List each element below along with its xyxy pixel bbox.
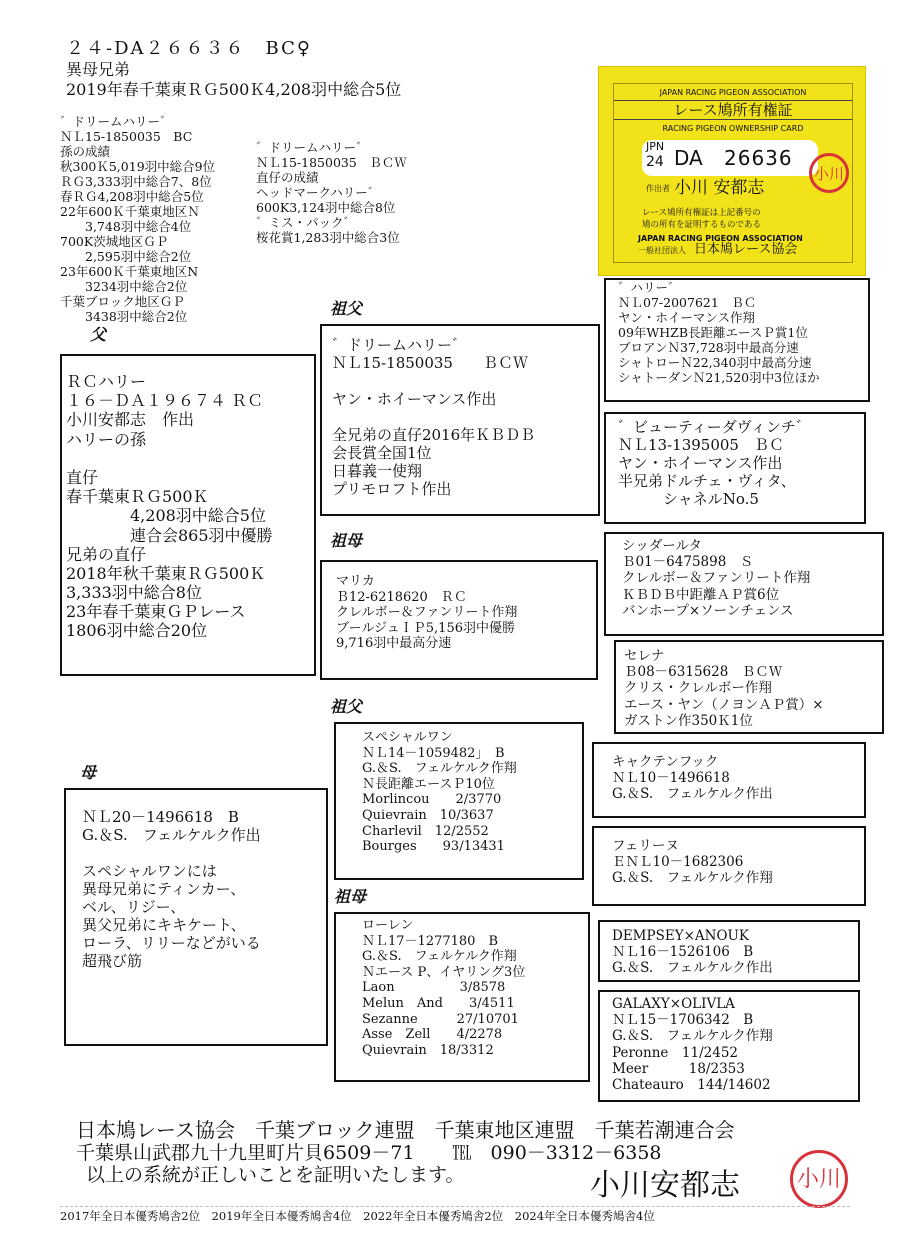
dam-line: ローラ、リリーなどがいる: [82, 934, 261, 952]
ggm3-line: ＥＮＬ10－1682306: [612, 854, 744, 871]
gm1-line: マリカ: [336, 574, 375, 589]
granddam-1-lines: [336, 574, 596, 652]
gf1-line: ＮＬ15-1850035 ＢＣＷ: [332, 354, 528, 372]
owner-seal-stamp: 小川: [790, 1150, 848, 1208]
gm2-line: Laon 3/8578: [362, 980, 506, 996]
gm1-line: 9,716羽中最高分速: [336, 636, 452, 652]
topmid-line: ゛ドリームハリー゛: [256, 140, 369, 155]
gggm1-line: 半兄弟ドルチェ・ヴィタ、: [618, 472, 796, 490]
sire-box: [60, 354, 316, 676]
gf1-line: [332, 408, 598, 426]
topleft-line: ゛ドリームハリー゛: [60, 114, 173, 129]
sire-lines: [66, 372, 314, 641]
sire-line: 連合会865羽中優勝: [66, 525, 273, 545]
gggf2-line: Ｂ01－6475898 Ｓ: [622, 554, 754, 571]
gggm1-line: ゛ビューティーダヴィンチ゛: [618, 418, 811, 436]
grandsire-2-box: [334, 722, 584, 880]
card-jpn: JPN: [646, 140, 665, 153]
card-note-2: 鳩の所有を証明するものである: [642, 220, 762, 230]
gf2-line: Bourges 93/13431: [362, 839, 505, 855]
footer-certification: 以上の系統が正しいことを証明いたします。: [86, 1164, 465, 1186]
ggm4-line: Peronne 11/2452: [612, 1044, 739, 1061]
topleft-line: 3,748羽中総合4位: [60, 219, 192, 234]
card-number: 26636: [724, 146, 793, 170]
topleft-line: 秋300Ｋ5,019羽中総合9位: [60, 159, 216, 174]
ggf4-line: G.＆S. フェルケルク作出: [612, 960, 773, 977]
topleft-line: 3438羽中総合2位: [60, 309, 188, 324]
label-granddam-1: 祖母: [330, 531, 363, 550]
gggf1-line: シャトーダンＮ21,520羽中3位ほか: [618, 370, 820, 385]
topmid-line: 600K3,124羽中総合8位: [256, 200, 396, 215]
topmid-line: 桜花賞1,283羽中総合3位: [256, 230, 400, 245]
card-year: 24: [646, 154, 664, 170]
gf2-line: Ｎ長距離エースＰ10位: [362, 776, 495, 792]
topmid-line: 直仔の成績: [256, 170, 319, 185]
gf1-line: ゛ドリームハリー゛: [332, 336, 468, 354]
ggm4-line: Chateauro 144/14602: [612, 1076, 771, 1093]
gm2-line: Sezanne 27/10701: [362, 1011, 519, 1027]
ggm4-line: GALAXY×OLIVLA: [612, 996, 735, 1012]
gf1-line: 会長賞全国1位: [332, 444, 432, 462]
topmid-line: ＮＬ15-1850035 ＢＣＷ: [256, 155, 407, 170]
great-granddam-2-box: [614, 640, 884, 734]
topleft-line: 22年600Ｋ千葉東地区Ｎ: [60, 204, 200, 219]
gggm1-line: ＮＬ13-1395005 ＢＣ: [618, 436, 784, 454]
great-granddam-4-box: [598, 990, 860, 1102]
gm2-line: ローレン: [362, 918, 414, 933]
sire-line: １６－ＤＡ１９６７４ ＲＣ: [66, 391, 264, 411]
gf2-line: Charlevil 12/2552: [362, 823, 489, 839]
gggf1-line: ブロアンＮ37,728羽中最高分速: [618, 340, 799, 355]
card-creator-name: 小川 安都志: [674, 178, 765, 198]
topmid-line: ヘッドマークハリー゛: [256, 185, 381, 200]
sire-line: ＲＣハリー: [66, 372, 147, 391]
label-granddam-2: 祖母: [334, 887, 367, 906]
card-subtitle: RACING PIGEON OWNERSHIP CARD: [662, 124, 804, 133]
sire-line: 春千葉東ＲＧ500Ｋ: [66, 487, 209, 507]
dam-line: ベル、リジー、: [82, 898, 186, 916]
granddam-1-box: [320, 560, 598, 680]
sire-line: ハリーの孫: [66, 429, 147, 449]
gggf1-line: シャトローＮ22,340羽中最高分速: [618, 355, 812, 370]
great-grandsire-4-box: [598, 920, 860, 982]
gggf1-line: ヤン・ホイーマンス作翔: [618, 310, 756, 325]
card-title: レース鳩所有権証: [614, 100, 852, 120]
gf1-line: プリモロフト作出: [332, 480, 452, 498]
topleft-line: 700K茨城地区ＧＰ: [60, 234, 169, 249]
grandsire-1-box: [320, 324, 600, 516]
card-code: DA: [674, 146, 703, 170]
gggm2-line: エース・ヤン（ノヨンＡＰ賞）×: [624, 696, 824, 713]
dam-line: 異父兄弟にキキケート、: [82, 916, 246, 934]
ggf4-line: DEMPSEY×ANOUK: [612, 928, 750, 944]
great-grandsire-4-lines: [612, 928, 858, 977]
ggm4-line: ＮＬ15－1706342 B: [612, 1012, 754, 1029]
gggm2-line: クリス・クレルボー作翔: [624, 680, 772, 697]
gggm2-line: セレナ: [624, 648, 665, 664]
great-granddam-2-lines: [624, 648, 882, 729]
topleft-line: 23年600Ｋ千葉東地区N: [60, 264, 199, 279]
great-grandsire-2-lines: [622, 538, 882, 619]
ggf4-line: ＮＬ16－1526106 B: [612, 944, 754, 961]
gm2-line: Asse Zell 4/2278: [362, 1027, 503, 1043]
sire-line: 1806羽中総合20位: [66, 621, 208, 641]
sire-line: 兄弟の直仔: [66, 544, 147, 564]
relation: 異母兄弟: [66, 60, 131, 79]
ggf3-line: G.＆S. フェルケルク作出: [612, 786, 773, 803]
card-note-1: レース鳩所有権証は上記番号の: [642, 208, 761, 218]
dam-line: 異母兄弟にティンカー、: [82, 880, 246, 898]
sire-line: 23年春千葉東ＧＰレース: [66, 602, 246, 622]
gf2-line: ＮＬ14－1059482」 B: [362, 745, 505, 761]
grandsire-2-lines: [362, 730, 582, 855]
grandsire-offspring-results: [60, 114, 215, 324]
topleft-line: ＮＬ15-1850035 BC: [60, 129, 193, 144]
great-granddam-4-lines: [612, 996, 858, 1093]
grandsire-1-lines: [332, 336, 598, 498]
gggf2-line: クレルボー＆ファンリート作翔: [622, 570, 811, 587]
owner-signature: 小川安都志: [590, 1168, 740, 1203]
dam-line: G.＆S. フェルケルク作出: [82, 826, 261, 844]
gf2-line: Morlincou 2/3770: [362, 792, 502, 808]
topleft-line: 春ＲＧ4,208羽中総合5位: [60, 189, 204, 204]
gf1-line: 日暮義一使翔: [332, 462, 423, 480]
ggm4-line: G.＆S. フェルケルク作翔: [612, 1028, 773, 1045]
card-org-jp-prefix: 一般社団法人: [638, 246, 686, 255]
gggf2-line: ＫＢＤＢ中距離ＡＰ賞6位: [622, 586, 780, 603]
sire-line: 小川安都志 作出: [66, 410, 195, 430]
gggm2-line: ガストン作350Ｋ1位: [624, 712, 753, 729]
gm1-line: クレルボー＆ファンリート作翔: [336, 605, 518, 621]
topmid-line: ゛ミス・パック゛: [256, 215, 357, 230]
sire-line: 2018年秋千葉東ＲＧ500Ｋ: [66, 563, 266, 583]
ggm4-line: Meer 18/2353: [612, 1060, 745, 1077]
gf2-line: スペシャルワン: [362, 730, 453, 745]
footer-organizations: 日本鳩レース協会 千葉ブロック連盟 千葉東地区連盟 千葉若潮連合会: [76, 1118, 735, 1142]
topleft-line: 3234羽中総合2位: [60, 279, 188, 294]
ownership-card: [598, 66, 866, 276]
topleft-line: 2,595羽中総合2位: [60, 249, 192, 264]
card-org-jp: 日本鳩レース協会: [694, 242, 798, 257]
great-granddam-3-box: [592, 826, 866, 906]
awards-line: 2017年全日本優秀鳩舎2位 2019年全日本優秀鳩舎4位 2022年全日本優秀鳩舎2位 2024年全日本優秀鳩舎4位: [60, 1209, 655, 1223]
gm2-line: ＮＬ17－1277180 B: [362, 933, 498, 949]
sire-line: [66, 449, 314, 468]
gggm1-line: シャネルNo.5: [618, 490, 759, 508]
gm2-line: Ｎエース P、イヤリング3位: [362, 964, 526, 980]
gf2-line: Quievrain 10/3637: [362, 807, 494, 823]
card-creator-label: 作出者: [646, 184, 670, 193]
gggf1-line: ＮＬ07-2007621 ＢＣ: [618, 295, 757, 310]
gf1-line: ヤン・ホイーマンス作出: [332, 390, 497, 408]
dam-line: 超飛び筋: [82, 952, 143, 970]
great-granddam-1-lines: [618, 418, 864, 508]
topleft-line: 孫の成績: [60, 144, 111, 159]
sire-line: 4,208羽中総合5位: [66, 506, 266, 526]
grandsire-direct-results: [256, 140, 407, 245]
footer-divider: [60, 1206, 850, 1207]
gf2-line: G.＆S. フェルケルク作翔: [362, 761, 517, 777]
header-result: 2019年春千葉東ＲＧ500Ｋ4,208羽中総合5位: [66, 80, 402, 99]
topleft-line: ＲＧ3,333羽中総合7、8位: [60, 174, 212, 189]
label-sire: 父: [90, 325, 107, 344]
gggf1-line: 09年WHZB長距離エースＰ賞1位: [618, 325, 808, 340]
granddam-2-box: [334, 912, 590, 1082]
ggf3-line: ＮＬ10－1496618: [612, 770, 730, 787]
gf1-line: 全兄弟の直仔2016年ＫＢＤＢ: [332, 426, 536, 444]
topleft-line: 千葉ブロック地区ＧＰ: [60, 294, 185, 309]
label-grandsire-2: 祖父: [330, 697, 363, 716]
gm2-line: Quievrain 18/3312: [362, 1042, 494, 1058]
gm2-line: G.＆S. フェルケルク作翔: [362, 949, 517, 965]
gggf2-line: バンホープ×ソーンチェンス: [622, 602, 794, 619]
great-granddam-3-lines: [612, 838, 864, 887]
gggf2-line: シッダールタ: [622, 538, 702, 554]
great-granddam-1-box: [604, 412, 866, 524]
ggm3-line: フェリーヌ: [612, 838, 679, 854]
label-grandsire-1: 祖父: [330, 299, 363, 318]
gggf1-line: ゛ハリー゛: [618, 280, 681, 295]
card-org-2: JAPAN RACING PIGEON ASSOCIATION: [638, 234, 803, 243]
sire-line: 3,333羽中総合8位: [66, 583, 202, 603]
gf1-line: [332, 372, 598, 390]
dam-line: スペシャルワンには: [82, 862, 217, 880]
dam-line: ＮＬ20－1496618 B: [82, 808, 239, 826]
label-dam: 母: [80, 763, 97, 782]
dam-lines: [82, 808, 326, 970]
gggm2-line: Ｂ08－6315628 ＢＣＷ: [624, 664, 783, 681]
gm1-line: ブールジュＩＰ5,156羽中優勝: [336, 620, 515, 636]
great-grandsire-3-lines: [612, 754, 864, 803]
sire-line: 直仔: [66, 467, 99, 487]
granddam-2-lines: [362, 918, 588, 1058]
card-seal-stamp: 小川: [809, 153, 849, 193]
gm2-line: Melun And 3/4511: [362, 995, 515, 1011]
ggm3-line: G.＆S. フェルケルク作翔: [612, 870, 773, 887]
ggf3-line: キャクテンフック: [612, 754, 719, 770]
great-grandsire-1-lines: [618, 280, 868, 385]
card-org: JAPAN RACING PIGEON ASSOCIATION: [659, 88, 807, 97]
gm1-line: Ｂ12-6218620 ＲＣ: [336, 589, 467, 605]
bird-id: ２４-DA２６６３６ BC♀: [66, 38, 313, 59]
footer-address: 千葉県山武郡九十九里町片貝6509－71 ℡ 090－3312－6358: [76, 1142, 662, 1164]
dam-line: [82, 844, 326, 862]
great-grandsire-3-box: [592, 742, 866, 818]
great-grandsire-1-box: [604, 278, 870, 402]
great-grandsire-2-box: [604, 532, 884, 636]
gggm1-line: ヤン・ホイーマンス作出: [618, 454, 783, 472]
dam-box: [64, 788, 328, 1046]
